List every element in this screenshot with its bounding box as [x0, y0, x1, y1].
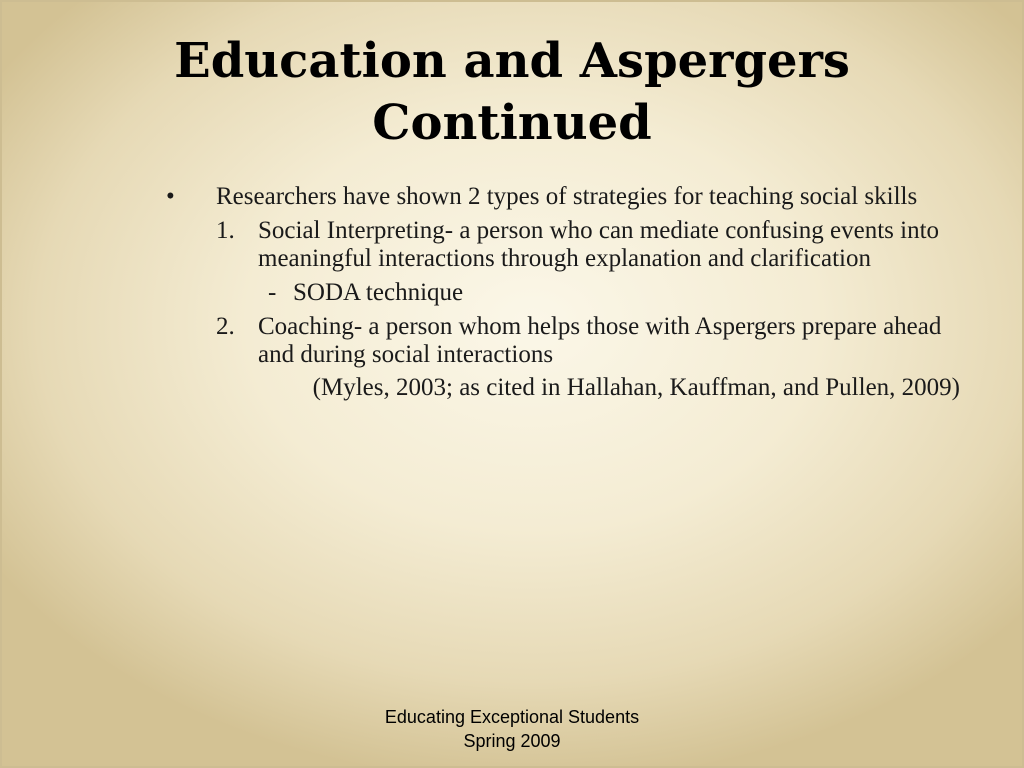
bullet-item — [160, 183, 960, 211]
bullet-text: Researchers have shown 2 types of strategies for teaching social skills — [216, 183, 918, 210]
slide-title-line-1: Education and Aspergers — [174, 33, 850, 89]
numbered-item-2 — [160, 313, 960, 369]
footer-line-1: Educating Exceptional Students — [384, 707, 640, 727]
number-marker-2: 2. — [216, 313, 235, 340]
sub-item — [160, 279, 960, 307]
numbered-item-2-text: Coaching- a person whom helps those with Aspergers prepare ahead and during social interactions — [258, 313, 942, 368]
dash-marker: - — [268, 279, 277, 306]
citation: (Myles, 2003; as cited in Hallahan, Kauffman, and Pullen, 2009) — [312, 374, 960, 401]
numbered-item-1 — [160, 217, 960, 273]
slide-title — [60, 30, 964, 154]
bullet-marker: • — [166, 183, 175, 210]
number-marker-1: 1. — [216, 217, 235, 244]
numbered-item-1-text: Social Interpreting- a person who can mediate confusing events into meaningful interactions through explanation and clarification — [258, 217, 940, 272]
footer-line-2: Spring 2009 — [463, 731, 561, 751]
slide-body — [160, 183, 960, 402]
slide-footer — [312, 705, 712, 753]
sub-item-text: SODA technique — [293, 279, 464, 306]
slide-title-line-2: Continued — [372, 95, 652, 151]
